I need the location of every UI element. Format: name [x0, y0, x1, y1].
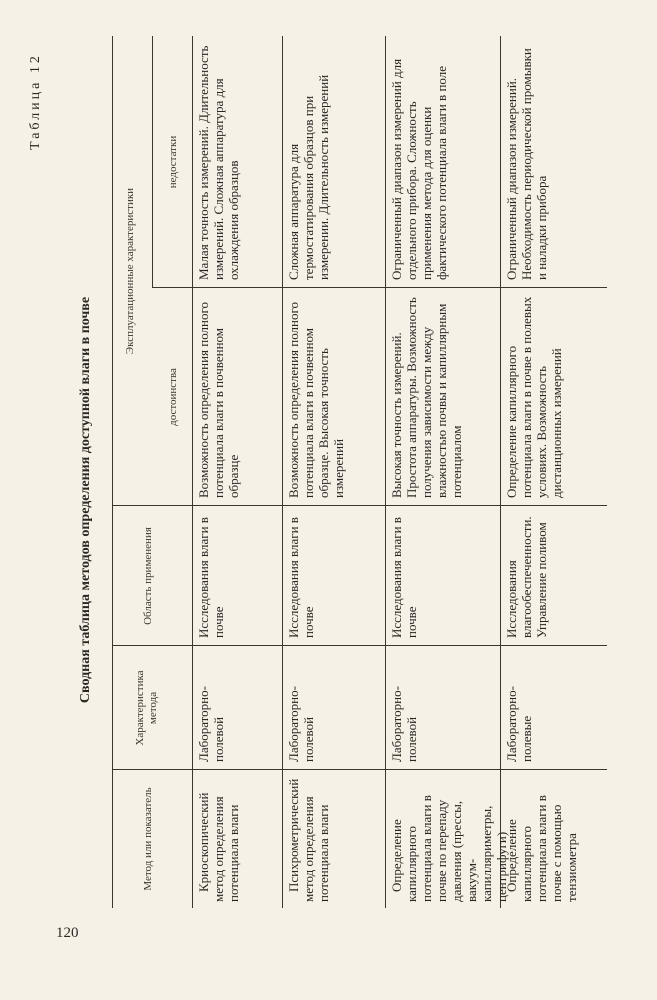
methods-table: [112, 36, 607, 908]
row4-disadvantages: Ограниченный диапазон измерений. Необходимость периодической промывки и наладки прибора: [504, 48, 549, 280]
column-rule: [112, 505, 607, 506]
row2-disadvantages: Сложная аппаратура для термостатирования образцов при измерении. Длительность измерений: [286, 74, 331, 280]
row1-method: Криоскопический метод определения потенциала влаги: [196, 792, 241, 902]
row4-application: Исследования влагообеспеченности. Управление поливом: [504, 516, 549, 638]
table-caption: Сводная таблица методов определения доступной влаги в почве: [78, 296, 93, 704]
row1-advantages: Возможность определения полного потенциала влаги в почвенном образце: [196, 302, 241, 498]
column-rule: [152, 287, 607, 288]
row3-disadvantages: Ограниченный диапазон измерений для отдельного прибора. Сложность применения метода для оценки фактического потенциала влаги в поле: [389, 58, 449, 280]
row-rule: [282, 36, 283, 908]
row1-characteristic: Лабораторно-полевой: [196, 686, 226, 762]
page-number: 120: [56, 925, 79, 941]
row3-application: Исследования влаги в почве: [389, 517, 419, 638]
table-top-rule: [112, 36, 113, 908]
header-characteristic: Характеристика метода: [134, 670, 159, 746]
row4-advantages: Определение капиллярного потенциала влаги в почве в полевых условиях. Возможность дистанционных измерений: [504, 296, 564, 498]
row2-characteristic: Лабораторно-полевой: [286, 686, 316, 762]
row-rule: [385, 36, 386, 908]
header-advantages: достоинства: [167, 368, 179, 426]
header-application: Область применения: [142, 527, 154, 625]
row2-method: Психрометрический метод определения потенциала влаги: [286, 778, 331, 902]
row3-characteristic: Лабораторно-полевой: [389, 686, 419, 762]
column-rule: [112, 769, 607, 770]
row2-application: Исследования влаги в почве: [286, 517, 316, 638]
table-label: Таблица 12: [28, 53, 43, 150]
row1-disadvantages: Малая точность измерений. Длительность измерений. Сложная аппаратура для охлаждения образцов: [196, 45, 241, 280]
header-bottom-rule: [192, 36, 193, 908]
header-operational: Эксплуатационные характеристики: [124, 187, 136, 355]
header-disadvantages: недостатки: [167, 135, 179, 189]
row1-application: Исследования влаги в почве: [196, 517, 226, 638]
row3-advantages: Высокая точность измерений. Простота аппаратуры. Возможность получения зависимости между влажностью почвы и капиллярным потенциалом: [389, 297, 464, 498]
row3-method: Определение капиллярного потенциала влаги в почве по перепаду давления (прессы, вакуум-капилляриметры, центрифуги): [389, 795, 509, 902]
row4-method: Определение капиллярного потенциала влаги в почве с помощью тензиометра: [504, 795, 579, 902]
column-rule: [112, 645, 607, 646]
operational-sub-rule: [152, 36, 153, 288]
header-method: Метод или показатель: [142, 787, 154, 891]
row2-advantages: Возможность определения полного потенциала влаги в почвенном образце. Высокая точность измерений: [286, 302, 346, 498]
row4-characteristic: Лабораторно-полевые: [504, 686, 534, 762]
